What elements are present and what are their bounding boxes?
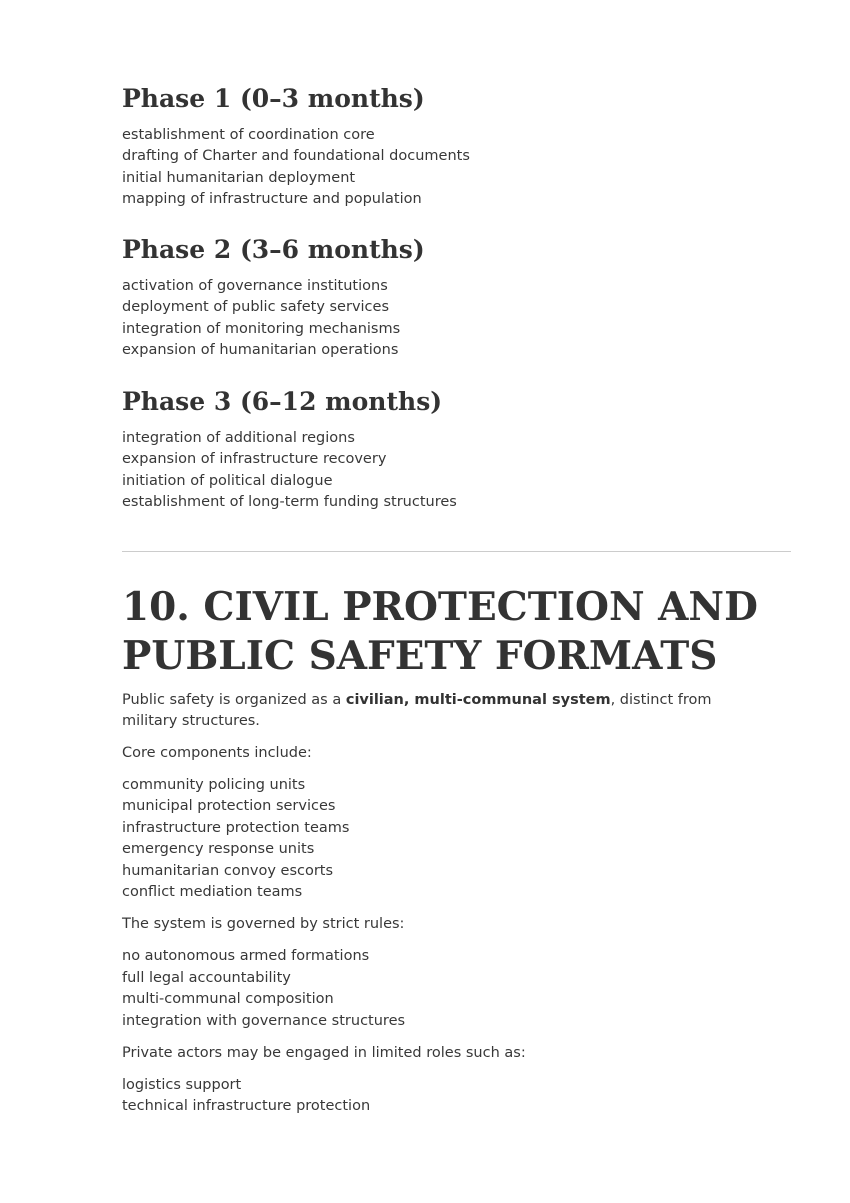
list-item: conflict mediation teams (122, 884, 303, 901)
private-actors-lead: Private actors may be engaged in limited roles such as: (122, 1045, 526, 1062)
intro-text-start: Public safety is organized as a (122, 692, 346, 708)
phase-1-title: Phase 1 (0–3 months) (122, 84, 425, 113)
phase-1-block (122, 82, 470, 211)
intro-emphasis: civilian, multi-communal system (345, 692, 611, 708)
phase-3-block (122, 385, 457, 514)
list-item: humanitarian convoy escorts (122, 862, 334, 879)
rules-list (122, 946, 762, 1032)
list-item: initial humanitarian deployment (122, 169, 356, 186)
list-item: integration of monitoring mechanisms (122, 320, 401, 337)
components-lead: Core components include: (122, 745, 312, 761)
list-item: integration with governance structures (122, 1012, 406, 1029)
section-title (122, 583, 758, 681)
list-item: deployment of public safety services (122, 299, 389, 316)
list-item: municipal protection services (122, 798, 336, 815)
list-item: initiation of political dialogue (122, 472, 333, 489)
list-item: expansion of infrastructure recovery (122, 451, 387, 468)
list-item: logistics support (122, 1077, 242, 1094)
list-item: infrastructure protection teams (122, 819, 350, 836)
rules-lead: The system is governed by strict rules: (122, 916, 405, 933)
list-item: activation of governance institutions (122, 278, 388, 294)
intro-text-end: , distinct from military structures. (122, 692, 712, 729)
private-roles-list (122, 1075, 762, 1118)
list-item: mapping of infrastructure and population (122, 191, 422, 208)
list-item: establishment of long-term funding structures (122, 494, 457, 511)
phase-2-list (122, 276, 425, 362)
section-divider (122, 551, 791, 552)
phase-2-block (122, 233, 425, 362)
list-item: integration of additional regions (122, 430, 355, 446)
list-item: drafting of Charter and foundational documents (122, 148, 470, 165)
list-item: emergency response units (122, 841, 315, 858)
list-item: no autonomous armed formations (122, 948, 370, 965)
section-title-line-2: PUBLIC SAFETY FORMATS (122, 633, 718, 679)
phase-1-list (122, 125, 470, 211)
list-item: establishment of coordination core (122, 127, 375, 143)
list-item: technical infrastructure protection (122, 1098, 371, 1115)
list-item: expansion of humanitarian operations (122, 342, 399, 359)
list-item: multi-communal composition (122, 991, 334, 1008)
phase-2-title: Phase 2 (3–6 months) (122, 235, 425, 264)
list-item: full legal accountability (122, 969, 291, 986)
phase-3-list (122, 428, 457, 514)
intro-paragraph (122, 690, 762, 732)
section-body (122, 690, 762, 1129)
list-item: community policing units (122, 777, 306, 793)
components-list (122, 775, 762, 903)
section-title-line-1: 10. CIVIL PROTECTION AND (122, 584, 758, 630)
phase-3-title: Phase 3 (6–12 months) (122, 387, 443, 416)
